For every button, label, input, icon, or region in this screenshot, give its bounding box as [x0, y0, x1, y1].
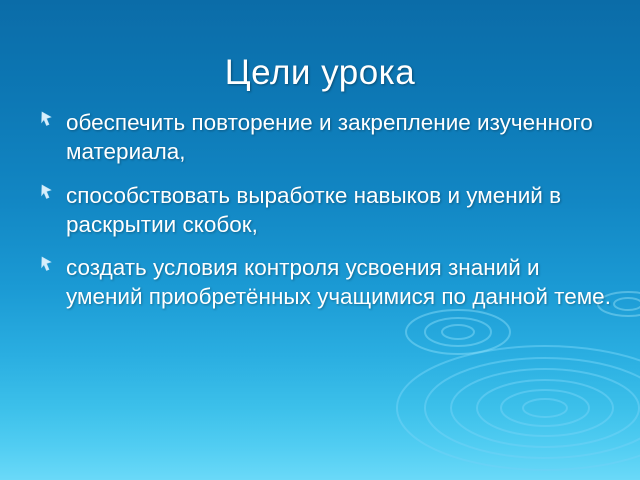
list-item: [34, 253, 612, 312]
list-item-label: способствовать выработке навыков и умений в раскрытии скобок,: [66, 182, 562, 237]
pointer-arrow-bullet-icon: [40, 184, 56, 202]
list-item-label: обеспечить повторение и закрепление изученного материала,: [66, 110, 593, 165]
list-item: [34, 181, 612, 240]
slide-title: Цели урока: [224, 53, 416, 93]
pointer-arrow-bullet-icon: [40, 256, 56, 274]
pointer-arrow-bullet-icon: [40, 111, 56, 129]
list-item-label: создать условия контроля усвоения знаний и умений приобретённых учащимися по данной теме.: [66, 255, 611, 310]
bullet-list: [34, 108, 612, 326]
list-item: [34, 108, 612, 167]
